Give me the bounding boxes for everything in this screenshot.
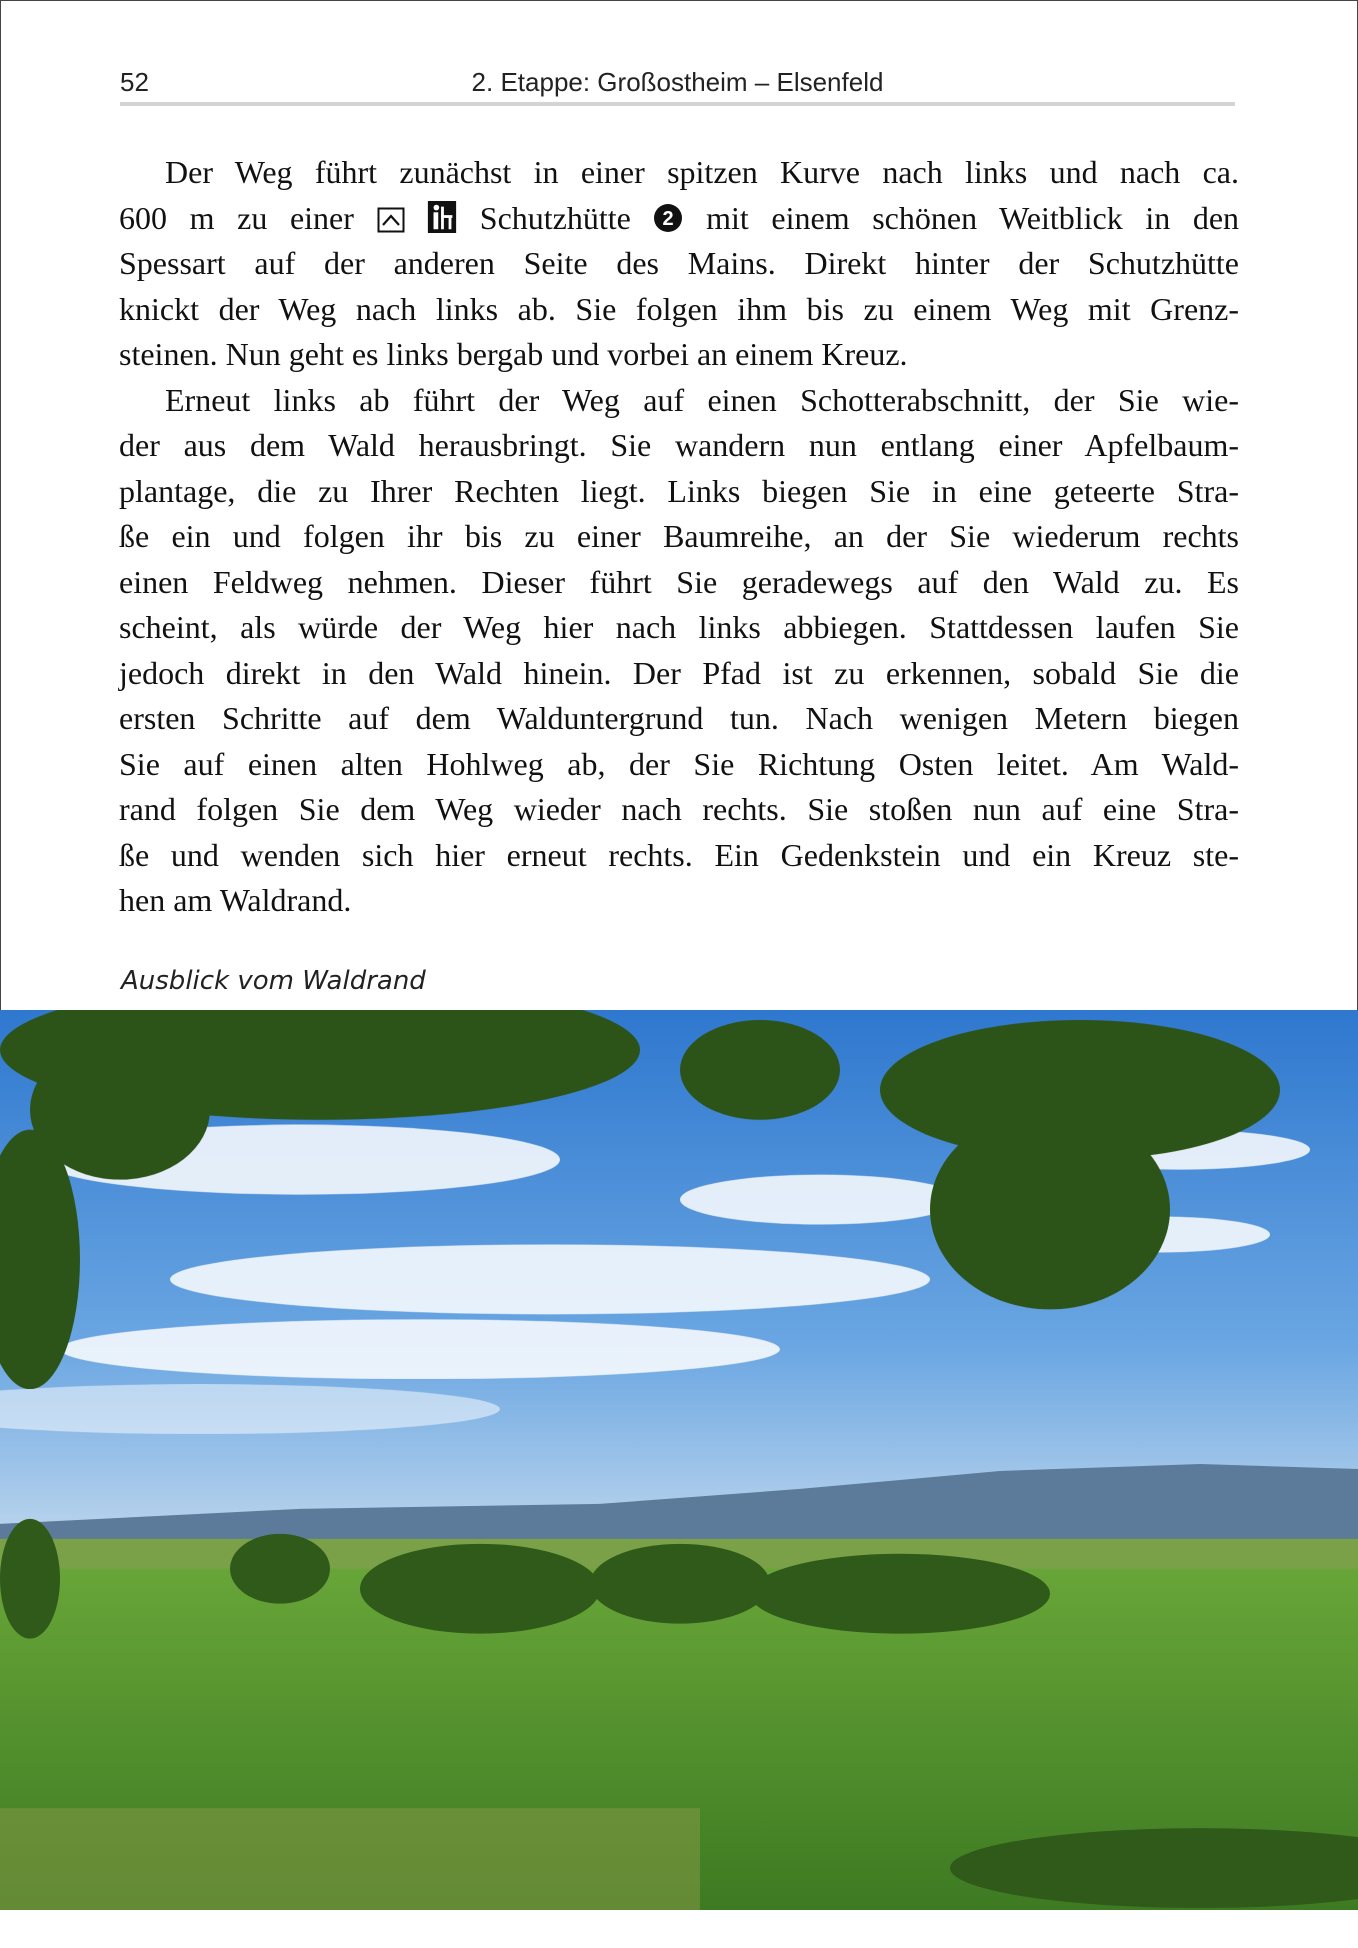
viewpoint-icon [377, 207, 405, 233]
text-line: Der Weg führt zunächst in einer spitzen Kurve nach links und nach ca. [165, 154, 1239, 190]
photo-caption: Ausblick vom Waldrand [121, 965, 426, 996]
text-line: plantage, die zu Ihrer Rechten liegt. Links biegen Sie in eine geteerte Stra- [119, 472, 1239, 509]
text-line: hen am Waldrand. [119, 882, 352, 918]
landscape-photo [0, 1010, 1358, 1910]
text-line: der aus dem Wald herausbringt. Sie wandern nun entlang einer Apfelbaum- [119, 427, 1239, 463]
text-line: ersten Schritte auf dem Walduntergrund tun. Nach wenigen Metern biegen [119, 700, 1239, 736]
body-text [119, 150, 1239, 924]
header-rule [120, 102, 1235, 106]
running-header [120, 66, 1235, 98]
text-line: jedoch direkt in den Wald hinein. Der Pfad ist zu erkennen, sobald Sie die [119, 654, 1239, 691]
text-line: Sie auf einen alten Hohlweg ab, der Sie Richtung Osten leitet. Am Wald- [119, 745, 1239, 782]
text-line [119, 196, 1239, 242]
text-line: scheint, als würde der Weg hier nach links abbiegen. Stattdessen laufen Sie [119, 609, 1239, 645]
text-line: einen Feldweg nehmen. Dieser führt Sie geradewegs auf den Wald zu. Es [119, 563, 1239, 600]
page-number: 52 [120, 67, 149, 97]
text-fragment: Schutzhütte [479, 199, 631, 236]
chapter-title: 2. Etappe: Großostheim – Elsenfeld [471, 67, 884, 97]
text-line: rand folgen Sie dem Weg wieder nach rechts. Sie stoßen nun auf eine Stra- [119, 791, 1239, 827]
text-line: Erneut links ab führt der Weg auf einen Schotterabschnitt, der Sie wie- [165, 381, 1239, 418]
text-fragment: 600 m zu einer [119, 199, 354, 236]
svg-text:2: 2 [662, 207, 675, 230]
text-line: steinen. Nun geht es links bergab und vorbei an einem Kreuz. [119, 336, 908, 372]
text-line: Spessart auf der anderen Seite des Mains. Direkt hinter der Schutzhütte [119, 245, 1239, 281]
text-line: ße und wenden sich hier erneut rechts. Ein Gedenkstein und ein Kreuz ste- [119, 836, 1239, 873]
text-line: ße ein und folgen ihr bis zu einer Baumreihe, an der Sie wiederum rechts [119, 518, 1239, 554]
shelter-icon [427, 201, 457, 233]
text-line: knickt der Weg nach links ab. Sie folgen ihm bis zu einem Weg mit Grenz- [119, 290, 1239, 327]
waypoint-number-badge [653, 203, 683, 233]
text-fragment: mit einem schönen Weitblick in den [706, 199, 1240, 236]
